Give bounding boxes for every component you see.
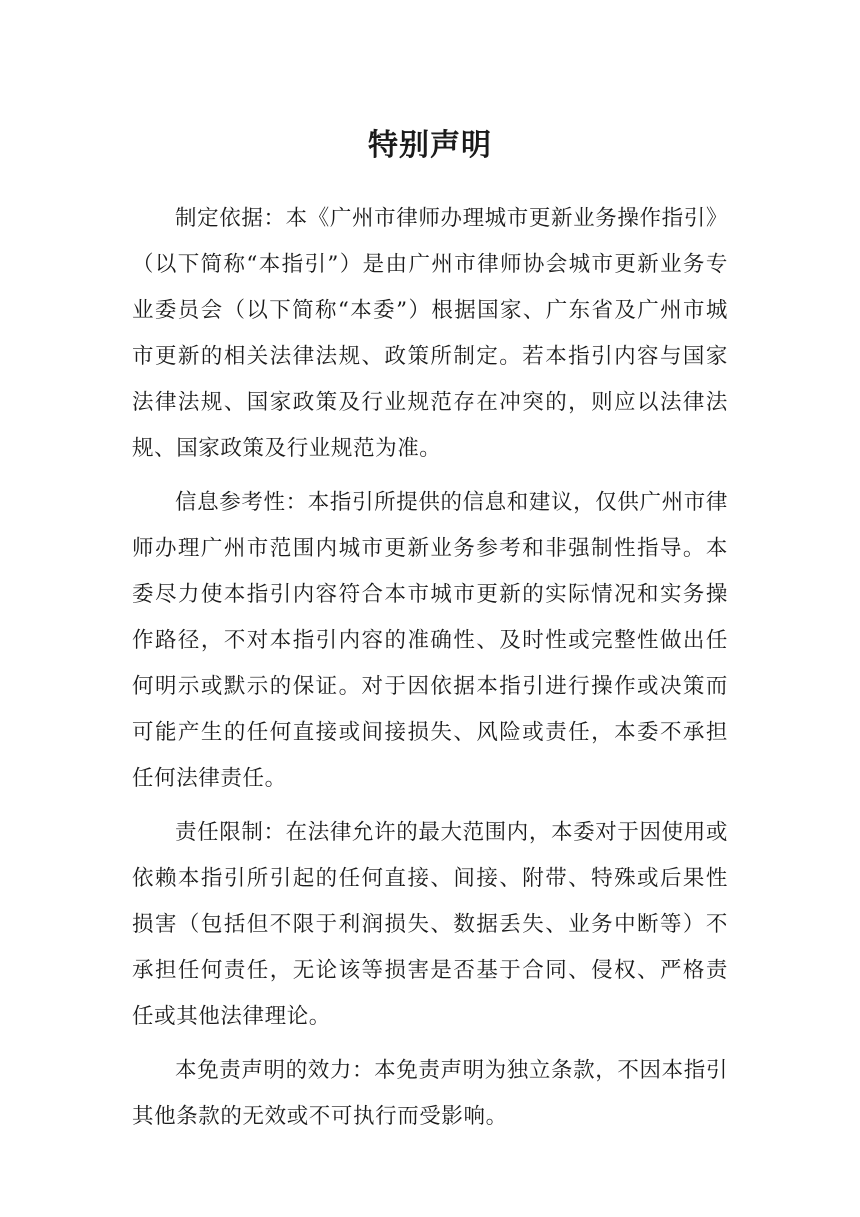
- paragraph-basis: 制定依据：本《广州市律师办理城市更新业务操作指引》（以下简称“本指引”）是由广州市律师协会城市更新业务专业委员会（以下简称“本委”）根据国家、广东省及广州市城市更新的相关法律法规、政策所制定。若本指引内容与国家法律法规、国家政策及行业规范存在冲突的，则应以法律法规、国家政策及行业规范为准。: [132, 206, 728, 461]
- document-body: [132, 196, 728, 1148]
- paragraph-validity: 本免责声明的效力：本免责声明为独立条款，不因本指引其他条款的无效或不可执行而受影响。: [132, 1058, 728, 1129]
- paragraph-liability: 责任限制：在法律允许的最大范围内，本委对于因使用或依赖本指引所引起的任何直接、间接、附带、特殊或后果性损害（包括但不限于利润损失、数据丢失、业务中断等）不承担任何责任，无论该等损害是否基于合同、侵权、严格责任或其他法律理论。: [132, 820, 728, 1029]
- paragraph-reference: 信息参考性：本指引所提供的信息和建议，仅供广州市律师办理广州市范围内城市更新业务参考和非强制性指导。本委尽力使本指引内容符合本市城市更新的实际情况和实务操作路径，不对本指引内容的准确性、及时性或完整性做出任何明示或默示的保证。对于因依据本指引进行操作或决策而可能产生的任何直接或间接损失、风险或责任，本委不承担任何法律责任。: [132, 490, 728, 791]
- page-title: 特别声明: [368, 128, 492, 163]
